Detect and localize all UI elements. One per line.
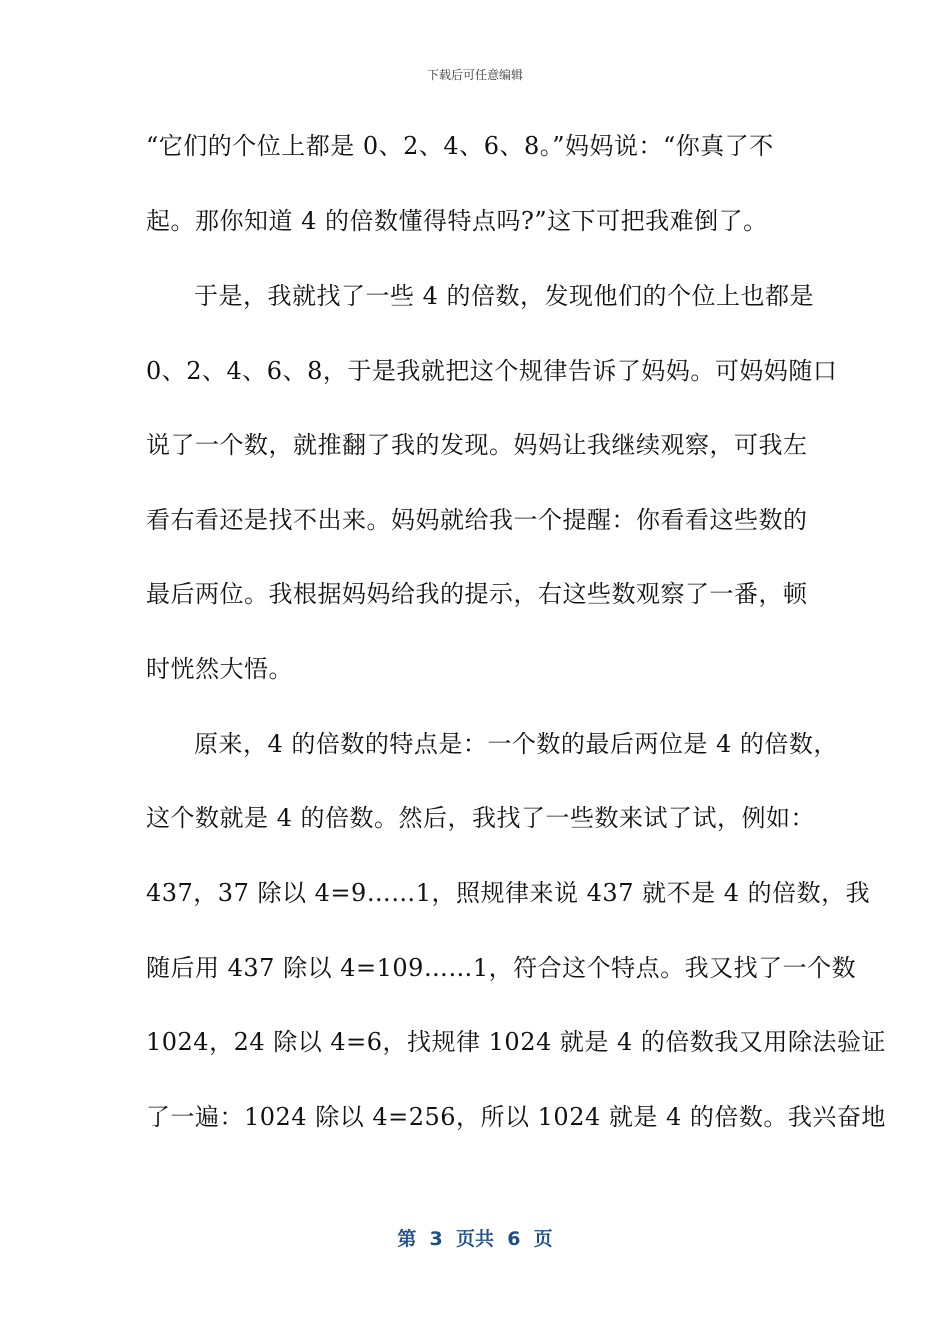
body-text-line: 1024，24 除以 4=6，找规律 1024 就是 4 的倍数我又用除法验证 (146, 1028, 886, 1056)
body-text-line: 最后两位。我根据妈妈给我的提示，右这些数观察了一番，顿 (146, 580, 808, 608)
page-header: 下载后可任意编辑 (426, 68, 523, 82)
body-text-line: 时恍然大悟。 (146, 655, 293, 683)
page-footer: 第 3 页共 6 页 (397, 1228, 553, 1250)
paragraph-first-line: 于是，我就找了一些 4 的倍数，发现他们的个位上也都是 (194, 282, 815, 310)
body-text-line: “它们的个位上都是 0、2、4、6、8。”妈妈说：“你真了不 (146, 132, 774, 160)
body-text-line: 这个数就是 4 的倍数。然后，我找了一些数来试了试，例如： (146, 804, 816, 832)
body-text-line: 了一遍：1024 除以 4=256，所以 1024 就是 4 的倍数。我兴奋地 (146, 1103, 886, 1131)
body-text-line: 说了一个数，就推翻了我的发现。妈妈让我继续观察，可我左 (146, 431, 808, 459)
paragraph-first-line: 原来，4 的倍数的特点是：一个数的最后两位是 4 的倍数， (194, 730, 838, 758)
body-text-line: 起。那你知道 4 的倍数懂得特点吗?”这下可把我难倒了。 (146, 207, 768, 235)
body-text-line: 看右看还是找不出来。妈妈就给我一个提醒：你看看这些数的 (146, 506, 808, 534)
body-text-line: 437，37 除以 4=9……1，照规律来说 437 就不是 4 的倍数，我 (146, 879, 871, 907)
body-text-line: 0、2、4、6、8，于是我就把这个规律告诉了妈妈。可妈妈随口 (146, 357, 838, 385)
body-text-line: 随后用 437 除以 4=109……1，符合这个特点。我又找了一个数 (146, 954, 857, 982)
